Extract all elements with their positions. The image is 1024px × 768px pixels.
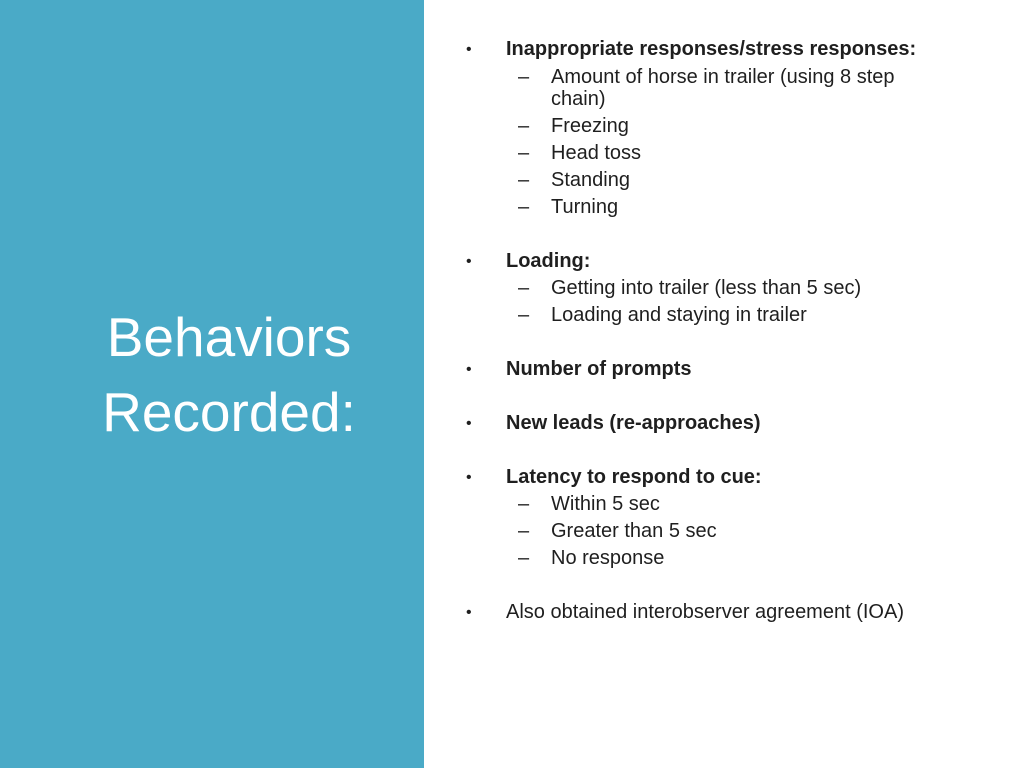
spacer (462, 437, 1002, 464)
dash-marker: – (518, 66, 530, 88)
dash-marker: – (518, 115, 530, 137)
sub-item-text: Greater than 5 sec (551, 520, 717, 542)
sub-item-text: No response (551, 547, 665, 569)
bullet-marker: • (466, 253, 472, 270)
dash-marker: – (518, 304, 530, 326)
dash-marker: – (518, 493, 530, 515)
bullet-marker: • (466, 415, 472, 432)
sub-item-text: Freezing (551, 115, 629, 137)
sub-item (462, 140, 1002, 167)
sub-item-text: Turning (551, 196, 619, 218)
spacer (462, 572, 1002, 599)
dash-marker: – (518, 277, 530, 299)
sub-item (462, 275, 1002, 302)
bullet-marker: • (466, 41, 472, 58)
sub-item-text: Head toss (551, 142, 642, 164)
slide-title-line-2: Recorded: (102, 381, 356, 443)
sub-item (462, 302, 1002, 329)
bullet-text: Also obtained interobserver agreement (IOA) (506, 601, 904, 623)
bullet-heading: Loading: (506, 250, 591, 272)
slide-title (0, 300, 458, 450)
bullet-item (462, 410, 1002, 437)
dash-marker: – (518, 196, 530, 218)
sub-item-text: Within 5 sec (551, 493, 660, 515)
dash-marker: – (518, 169, 530, 191)
sub-item-text: Getting into trailer (less than 5 sec) (551, 277, 862, 299)
bullet-heading: Latency to respond to cue: (506, 466, 762, 488)
bullet-item (462, 599, 1002, 626)
sub-item (462, 113, 1002, 140)
spacer (462, 329, 1002, 356)
bullet-list (462, 36, 1002, 626)
spacer (462, 383, 1002, 410)
dash-marker: – (518, 520, 530, 542)
sub-item-text: Loading and staying in trailer (551, 304, 807, 326)
sub-item (462, 167, 1002, 194)
bullet-item (462, 36, 1002, 63)
bullet-heading: Inappropriate responses/stress responses: (506, 38, 917, 60)
bullet-marker: • (466, 361, 472, 378)
sub-item (462, 518, 1002, 545)
bullet-heading: Number of prompts (506, 358, 692, 380)
sub-item (462, 63, 1002, 113)
sub-item-text: Standing (551, 169, 630, 191)
sub-item (462, 194, 1002, 221)
bullet-marker: • (466, 469, 472, 486)
bullet-item (462, 464, 1002, 491)
bullet-item (462, 356, 1002, 383)
sub-item (462, 545, 1002, 572)
bullet-heading: New leads (re-approaches) (506, 412, 761, 434)
dash-marker: – (518, 547, 530, 569)
sub-item-text: Amount of horse in trailer (using 8 step chain) (551, 66, 895, 110)
dash-marker: – (518, 142, 530, 164)
sub-item (462, 491, 1002, 518)
bullet-marker: • (466, 604, 472, 621)
slide-title-line-1: Behaviors (106, 306, 352, 368)
spacer (462, 221, 1002, 248)
bullet-item (462, 248, 1002, 275)
